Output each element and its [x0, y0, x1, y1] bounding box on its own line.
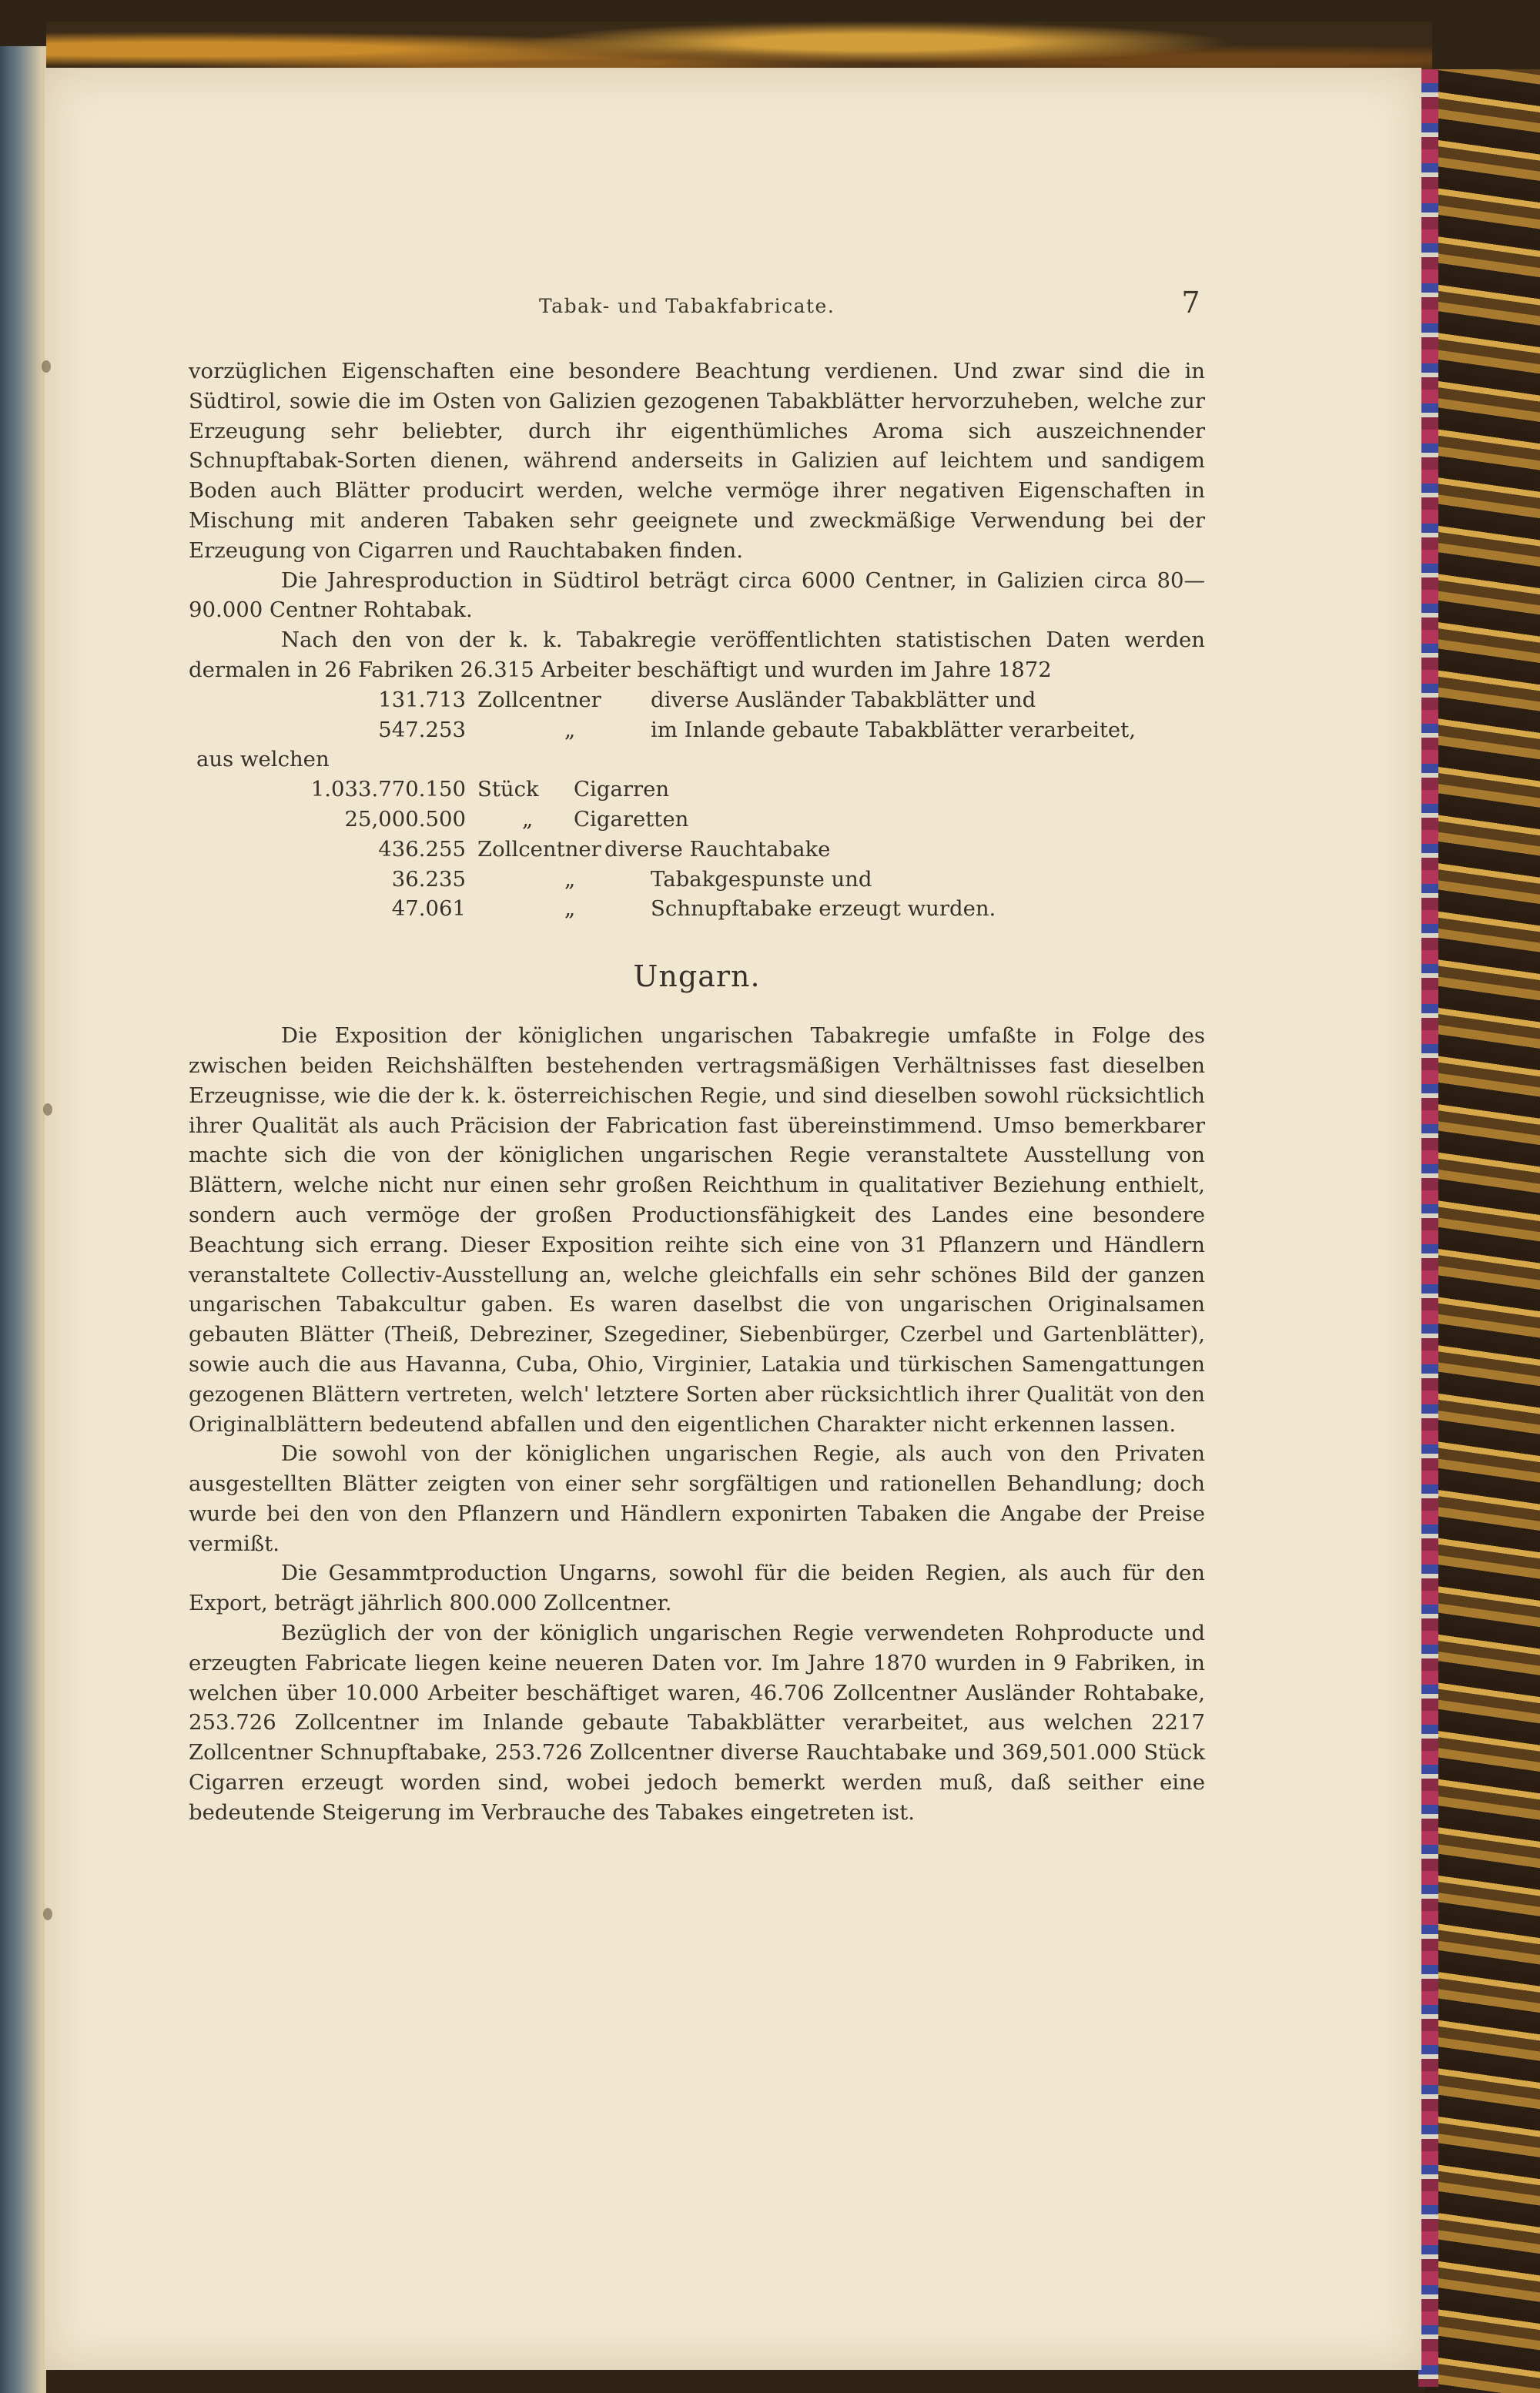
paragraph: Nach den von der k. k. Tabakregie veröffentlichten statistischen Daten werden dermalen in 26 Fabriken 26.315 Arbeiter beschäftigt und wurden im Jahre 1872: [189, 628, 1205, 682]
book-left-edge: [0, 46, 46, 2393]
unit: Stück: [477, 777, 539, 802]
running-header: [539, 286, 1201, 333]
unit: „: [564, 866, 576, 892]
description: diverse Ausländer Tabakblätter und: [651, 687, 1036, 712]
amount: 47.061: [391, 896, 466, 922]
table-row: [189, 835, 1205, 865]
description: Schnupftabake erzeugt wurden.: [651, 896, 996, 922]
amount: 1.033.770.150: [310, 777, 466, 802]
margin-mark: [43, 1908, 52, 1920]
section-heading: Ungarn.: [633, 959, 761, 994]
table-connector: aus welchen: [196, 747, 330, 772]
margin-mark: [42, 360, 51, 373]
description: im Inlande gebaute Tabakblätter verarbeitet,: [651, 717, 1136, 742]
description: diverse Rauchtabake: [604, 836, 831, 862]
description: Tabakgespunste und: [651, 866, 872, 892]
margin-mark: [43, 1103, 52, 1116]
amount: 36.235: [391, 866, 466, 892]
production-output-table: [189, 775, 1205, 924]
page-number: 7: [1181, 286, 1201, 320]
unit: „: [564, 717, 576, 742]
paragraph: Die Jahresproduction in Südtirol beträgt circa 6000 Centner, in Galizien circa 80—90.000 Centner Rohtabak.: [189, 567, 1205, 623]
table-row: [189, 894, 1205, 924]
paragraph: vorzüglichen Eigenschaften eine besondere Beachtung verdienen. Und zwar sind die in Südtirol, sowie die im Osten von Galizien gezogenen Tabakblätter hervorzuheben, welche zur Erzeugung sehr beliebter, durch ihr eigenthümliches Aroma sich auszeichnender Schnupftabak-Sorten dienen, während anderseits in Galizien auf leichtem und sandigem Boden auch Blätter producirt werden, welche vermöge ihrer negativen Eigenschaften in Mischung mit anderen Tabaken sehr geeignete und zweckmäßige Verwendung bei der Erzeugung von Cigarren und Rauchtabaken finden.: [189, 359, 1205, 563]
description: Cigarren: [574, 777, 670, 802]
amount: 436.255: [378, 836, 466, 862]
unit: Zollcentner: [477, 836, 601, 862]
paragraph: Bezüglich der von der königlich ungarischen Regie verwendeten Rohproducte und erzeugten Fabricate liegen keine neueren Daten vor. Im Jahre 1870 wurden in 9 Fabriken, in welchen über 10.000 Arbeiter beschäftiget waren, 46.706 Zollcentner Ausländer Rohtabake, 253.726 Zollcentner im Inlande gebaute Tabakblätter verarbeitet, aus welchen 2217 Zollcentner Schnupftabake, 253.726 Zollcentner diverse Rauchtabake und 369,501.000 Stück Cigarren erzeugt worden sind, wobei jedoch bemerkt werden muß, daß seither eine bedeutende Steigerung im Verbrauche des Tabakes eingetreten ist.: [189, 1621, 1205, 1825]
running-header-title: Tabak- und Tabakfabricate.: [539, 295, 835, 317]
unit: „: [522, 806, 534, 832]
amount: 131.713: [378, 687, 466, 712]
production-input-table: [189, 685, 1205, 745]
table-row: [189, 775, 1205, 805]
paragraph: Die Exposition der königlichen ungarischen Tabakregie umfaßte in Folge des zwischen beiden Reichshälften bestehenden vertragsmäßigen Verhältnisses fast dieselben Erzeugnisse, wie die der k. k. österreichischen Regie, und sind dieselben sowohl rücksichtlich ihrer Qualität als auch Präcision der Fabrication fast übereinstimmend. Umso bemerkbarer machte sich die von der königlichen ungarischen Regie veranstaltete Ausstellung von Blättern, welche nicht nur einen sehr großen Reichthum in qualitativer Beziehung enthielt, sondern auch vermöge der großen Productionsfähigkeit des Landes eine besondere Beachtung sich errang. Dieser Exposition reihte sich eine von 31 Pflanzern und Händlern veranstaltete Collectiv-Ausstellung an, welche gleichfalls ein sehr schönes Bild der ganzen ungarischen Tabakcultur gaben. Es waren daselbst die von ungarischen Originalsamen gebauten Blätter (Theiß, Debreziner, Szegediner, Siebenbürger, Czerbel und Gartenblätter), sowie auch die aus Havanna, Cuba, Ohio, Virginier, Latakia und türkischen Samengattungen gezogenen Blättern vertreten, welch' letztere Sorten aber rücksichtlich ihrer Qualität von den Originalblättern bedeutend abfallen und den eigentlichen Charakter nicht erkennen lassen.: [189, 1023, 1205, 1437]
table-row: [189, 685, 1205, 715]
unit: Zollcentner: [477, 687, 601, 712]
paragraph: Die sowohl von der königlichen ungarischen Regie, als auch von den Privaten ausgestellten Blätter zeigten von einer sehr sorgfältigen und rationellen Behandlung; doch wurde bei den von den Pflanzern und Händlern exponirten Tabaken die Angabe der Preise vermißt.: [189, 1441, 1205, 1556]
unit: „: [564, 896, 576, 922]
page-body: [189, 356, 1205, 1828]
amount: 25,000.500: [344, 806, 466, 832]
amount: 547.253: [378, 717, 466, 742]
table-row: [189, 865, 1205, 895]
description: Cigaretten: [574, 806, 689, 832]
table-row: [189, 715, 1205, 745]
paragraph: Die Gesammtproduction Ungarns, sowohl für die beiden Regien, als auch für den Export, beträgt jährlich 800.000 Zollcentner.: [189, 1561, 1205, 1616]
table-row: [189, 805, 1205, 835]
marbled-cover-right: [1424, 69, 1540, 2393]
